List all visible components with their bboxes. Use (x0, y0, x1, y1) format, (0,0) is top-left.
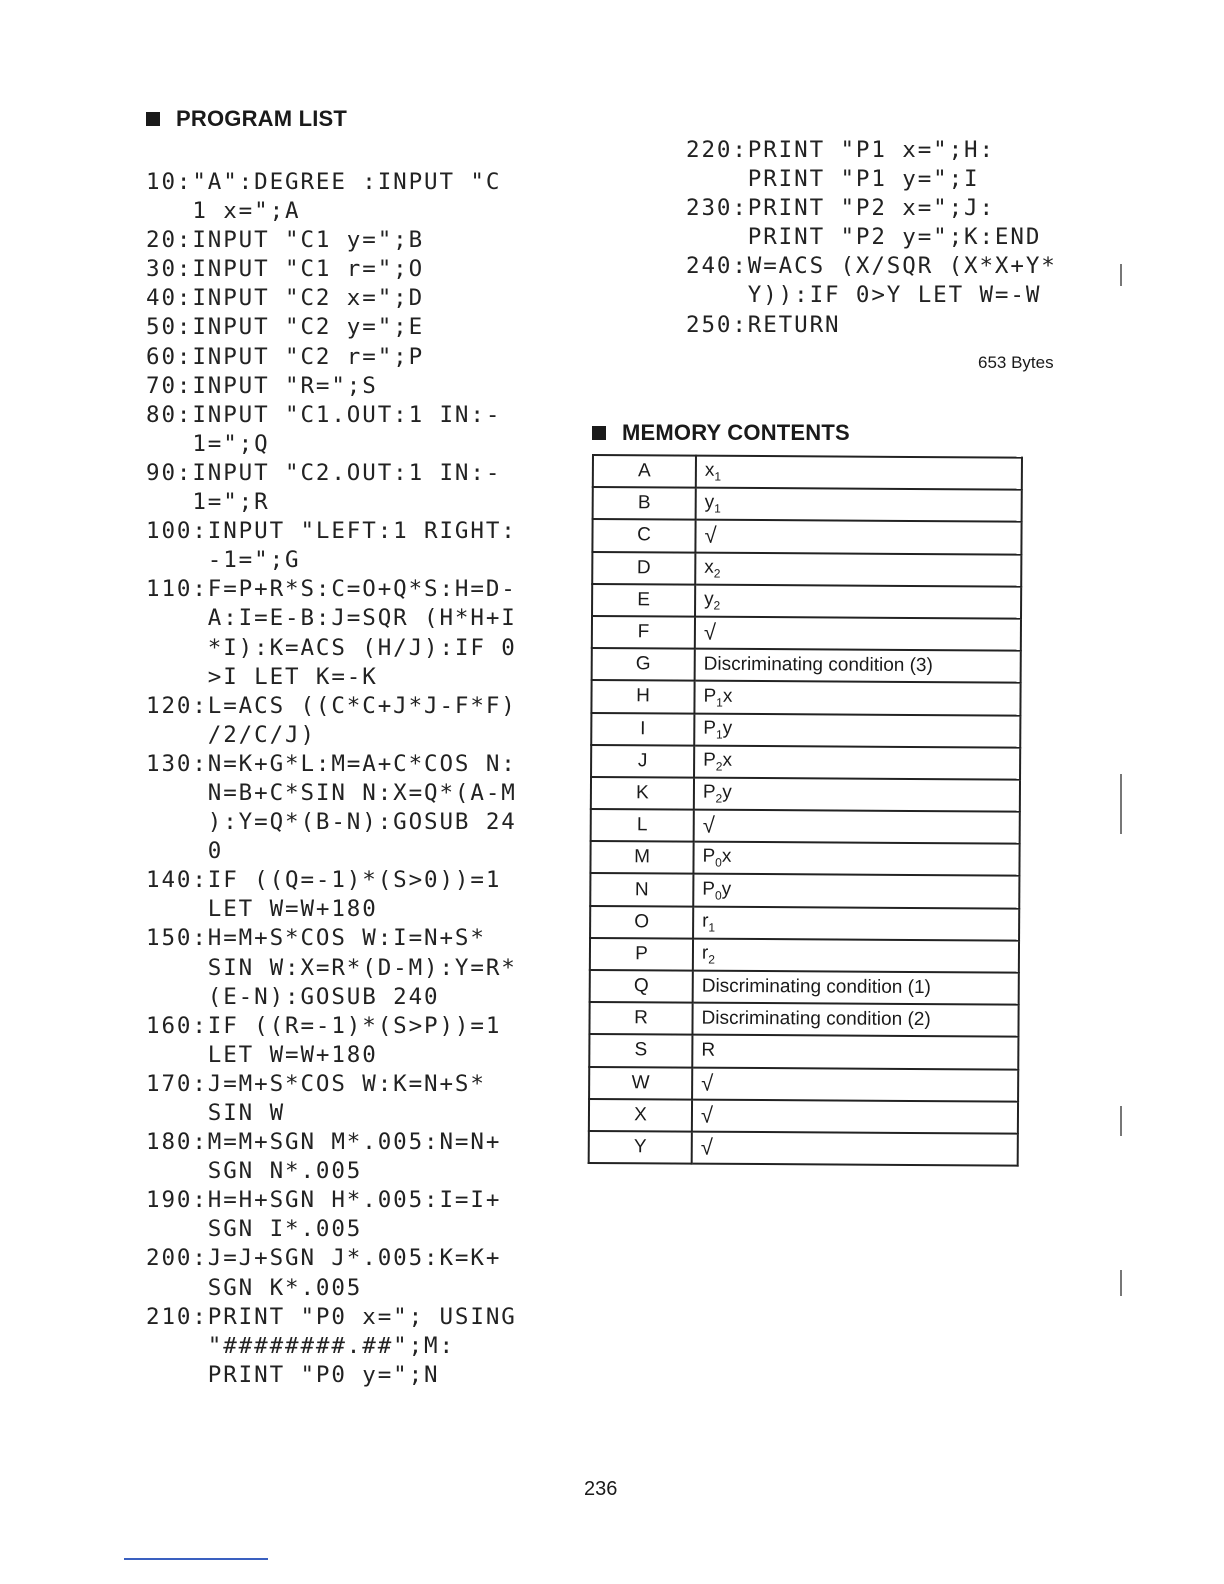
program-line: 120:L=ACS ((C*C+J*J-F*F) (146, 692, 517, 719)
content-symbol: r (701, 942, 709, 964)
variable-content-cell (692, 1003, 1018, 1037)
program-line: 30:INPUT "C1 r=";O (146, 256, 425, 283)
program-line: 100:INPUT "LEFT:1 RIGHT: (146, 518, 517, 545)
program-line: N=B+C*SIN N:X=Q*(A-M (146, 779, 517, 806)
variable-name-cell: A (593, 455, 696, 488)
program-line: Y)):IF 0>Y LET W=-W (686, 282, 1042, 309)
table-row (589, 1099, 1018, 1134)
variable-name-cell: E (592, 584, 695, 617)
variable-content-cell (694, 745, 1020, 779)
table-row (593, 455, 1022, 490)
content-coordinate: x (722, 749, 733, 771)
program-line: 230:PRINT "P2 x=";J: (686, 195, 995, 222)
program-line: "########.##";M: (146, 1332, 455, 1359)
variable-content-cell (692, 1035, 1018, 1069)
program-line: SIN W (146, 1100, 286, 1126)
table-row (590, 970, 1019, 1005)
program-line: 210:PRINT "P0 x="; USING (146, 1303, 517, 1330)
program-line: 110:F=P+R*S:C=O+Q*S:H=D- (146, 576, 517, 603)
program-line: 20:INPUT "C1 y=";B (146, 227, 425, 254)
square-bullet-icon (592, 426, 606, 440)
program-line: 90:INPUT "C2.OUT:1 IN:- (146, 459, 502, 486)
program-line: 180:M=M+SGN M*.005:N=N+ (146, 1129, 502, 1156)
program-line: SIN W:X=R*(D-M):Y=R* (146, 954, 517, 981)
content-subscript: 1 (716, 695, 723, 710)
content-coordinate: x (722, 685, 733, 707)
content-symbol: x (704, 556, 714, 578)
edge-mark (1120, 774, 1122, 834)
program-list-title: PROGRAM LIST (176, 106, 348, 131)
variable-name-cell: Q (590, 970, 693, 1003)
content-subscript: 1 (708, 920, 716, 935)
variable-name-cell: W (589, 1067, 692, 1100)
check-mark-icon: √ (700, 1134, 713, 1160)
content-subscript: 0 (715, 855, 722, 871)
content-subscript: 1 (715, 727, 723, 742)
content-subscript: 0 (714, 888, 722, 903)
program-line: PRINT "P2 y=";K:END (686, 224, 1042, 251)
program-line: 150:H=M+S*COS W:I=N+S* (146, 925, 486, 952)
program-line: SGN I*.005 (146, 1216, 363, 1243)
program-line: 40:INPUT "C2 x=";D (146, 285, 425, 312)
program-line: 70:INPUT "R=";S (146, 372, 378, 399)
program-line: /2/C/J) (146, 721, 316, 748)
variable-name-cell: K (591, 777, 694, 810)
variable-content-cell (692, 1099, 1018, 1133)
program-line: PRINT "P0 y=";N (146, 1361, 440, 1388)
content-symbol: y (704, 588, 714, 610)
table-row (589, 1034, 1018, 1069)
program-line: 80:INPUT "C1.OUT:1 IN:- (146, 401, 502, 428)
program-line: SGN K*.005 (146, 1274, 363, 1301)
variable-name-cell: G (592, 648, 695, 681)
check-mark-icon: √ (701, 1070, 714, 1096)
program-line: *I):K=ACS (H/J):IF 0 (146, 634, 517, 661)
variable-content-cell (692, 1132, 1018, 1166)
program-line: LET W=W+180 (146, 1041, 378, 1068)
table-row (591, 680, 1020, 715)
content-symbol: P (703, 717, 717, 739)
program-line: 50:INPUT "C2 y=";E (146, 314, 425, 341)
program-line: 0 (146, 838, 224, 865)
program-size-note: 653 Bytes (978, 353, 1054, 372)
table-row (590, 906, 1019, 941)
edge-mark (1120, 264, 1122, 286)
content-subscript: 2 (713, 598, 721, 613)
content-subscript: 1 (714, 501, 721, 516)
variable-name-cell: M (590, 841, 693, 874)
program-line: 220:PRINT "P1 x=";H: (686, 137, 995, 163)
check-mark-icon: √ (700, 1102, 714, 1128)
variable-content-cell (695, 617, 1021, 651)
content-symbol: x (704, 459, 715, 481)
variable-content-cell (693, 842, 1019, 876)
variable-content-cell (692, 1067, 1018, 1101)
program-listing-right (686, 136, 1057, 340)
program-line: >I LET K=-K (146, 663, 378, 690)
content-coordinate: y (721, 878, 732, 900)
variable-content-cell (695, 649, 1021, 683)
table-row (589, 1067, 1018, 1102)
program-line: 60:INPUT "C2 r=";P (146, 343, 425, 370)
content-coordinate: y (722, 717, 733, 739)
variable-content-cell (696, 488, 1022, 522)
variable-name-cell: C (592, 519, 695, 552)
variable-name-cell: I (591, 713, 694, 746)
variable-content-cell (693, 971, 1019, 1005)
content-coordinate: x (721, 846, 732, 868)
variable-name-cell: F (592, 616, 695, 649)
variable-name-cell: R (589, 1002, 692, 1035)
memory-contents-title: MEMORY CONTENTS (622, 420, 850, 445)
page-number: 236 (584, 1478, 618, 1500)
content-symbol: y (704, 492, 715, 514)
variable-name-cell: X (589, 1099, 692, 1132)
table-row (592, 648, 1021, 683)
program-line: SGN N*.005 (146, 1158, 363, 1185)
edge-mark (1120, 1106, 1122, 1136)
content-subscript: 2 (715, 791, 723, 806)
table-row (589, 1131, 1018, 1166)
content-text: Discriminating condition (1) (701, 975, 931, 999)
edge-mark (1120, 1270, 1122, 1296)
content-subscript: 2 (715, 759, 723, 774)
variable-name-cell: P (590, 938, 693, 971)
program-line: A:I=E-B:J=SQR (H*H+I (146, 605, 517, 632)
program-line: 130:N=K+G*L:M=A+C*COS N: (146, 750, 517, 777)
table-row (592, 584, 1021, 619)
table-row (591, 745, 1020, 780)
content-text: Discriminating condition (2) (701, 1007, 931, 1031)
program-line: LET W=W+180 (146, 896, 378, 923)
check-mark-icon: √ (702, 812, 715, 838)
table-row (592, 552, 1021, 587)
variable-name-cell: Y (589, 1131, 692, 1164)
memory-contents-table (588, 454, 1023, 1167)
variable-name-cell: B (593, 487, 696, 520)
program-line: 1 x=";A (146, 198, 301, 225)
program-line: 160:IF ((R=-1)*(S>P))=1 (146, 1012, 502, 1039)
program-line: 240:W=ACS (X/SQR (X*X+Y* (686, 253, 1057, 280)
memory-contents-heading (592, 420, 850, 446)
program-line: 10:"A":DEGREE :INPUT "C (146, 169, 502, 195)
program-line: 1=";R (146, 489, 270, 516)
variable-content-cell (694, 810, 1020, 844)
variable-content-cell (693, 938, 1019, 972)
variable-content-cell (694, 713, 1020, 747)
content-symbol: r (702, 910, 709, 932)
content-subscript: 1 (714, 469, 722, 484)
table-row (593, 487, 1022, 522)
table-row (592, 519, 1021, 554)
program-line: 250:RETURN (686, 311, 841, 338)
table-row (590, 938, 1019, 973)
content-symbol: P (702, 846, 716, 868)
variable-content-cell (695, 584, 1021, 618)
content-coordinate: y (722, 781, 732, 803)
variable-content-cell (693, 906, 1019, 940)
program-line: PRINT "P1 y=";I (686, 166, 980, 193)
content-subscript: 2 (708, 952, 715, 967)
table-row (591, 809, 1020, 844)
program-line: 170:J=M+S*COS W:K=N+S* (146, 1070, 486, 1097)
check-mark-icon: √ (704, 523, 717, 549)
variable-name-cell: O (590, 906, 693, 939)
program-listing-left (146, 168, 517, 1390)
program-line: -1=";G (146, 547, 301, 574)
variable-content-cell (694, 778, 1020, 812)
content-text: Discriminating condition (3) (703, 653, 933, 677)
content-symbol: P (702, 878, 716, 900)
table-row (590, 841, 1019, 876)
variable-content-cell (695, 520, 1021, 554)
variable-name-cell: N (590, 873, 693, 906)
footer-rule (124, 1558, 268, 1560)
variable-name-cell: H (591, 680, 694, 713)
content-text: R (701, 1040, 716, 1062)
program-line: (E-N):GOSUB 240 (146, 983, 440, 1010)
variable-content-cell (694, 681, 1020, 715)
check-mark-icon: √ (703, 619, 717, 645)
content-subscript: 2 (713, 566, 721, 581)
content-symbol: P (702, 781, 716, 803)
variable-content-cell (693, 874, 1019, 908)
content-symbol: P (703, 749, 716, 771)
table-row (589, 1002, 1018, 1037)
program-list-heading (146, 106, 347, 132)
program-line: 190:H=H+SGN H*.005:I=I+ (146, 1187, 502, 1214)
table-row (592, 616, 1021, 651)
table-row (591, 777, 1020, 812)
table-row (590, 873, 1019, 908)
program-line: ):Y=Q*(B-N):GOSUB 24 (146, 809, 517, 836)
program-line: 1=";Q (146, 430, 270, 457)
table-row (591, 713, 1020, 748)
variable-name-cell: S (589, 1034, 692, 1067)
program-line: 200:J=J+SGN J*.005:K=K+ (146, 1245, 502, 1272)
variable-name-cell: J (591, 745, 694, 778)
variable-content-cell (696, 456, 1022, 490)
content-symbol: P (703, 685, 717, 707)
square-bullet-icon (146, 112, 160, 126)
variable-name-cell: D (592, 552, 695, 585)
variable-name-cell: L (591, 809, 694, 842)
program-line: 140:IF ((Q=-1)*(S>0))=1 (146, 867, 502, 894)
variable-content-cell (695, 552, 1021, 586)
